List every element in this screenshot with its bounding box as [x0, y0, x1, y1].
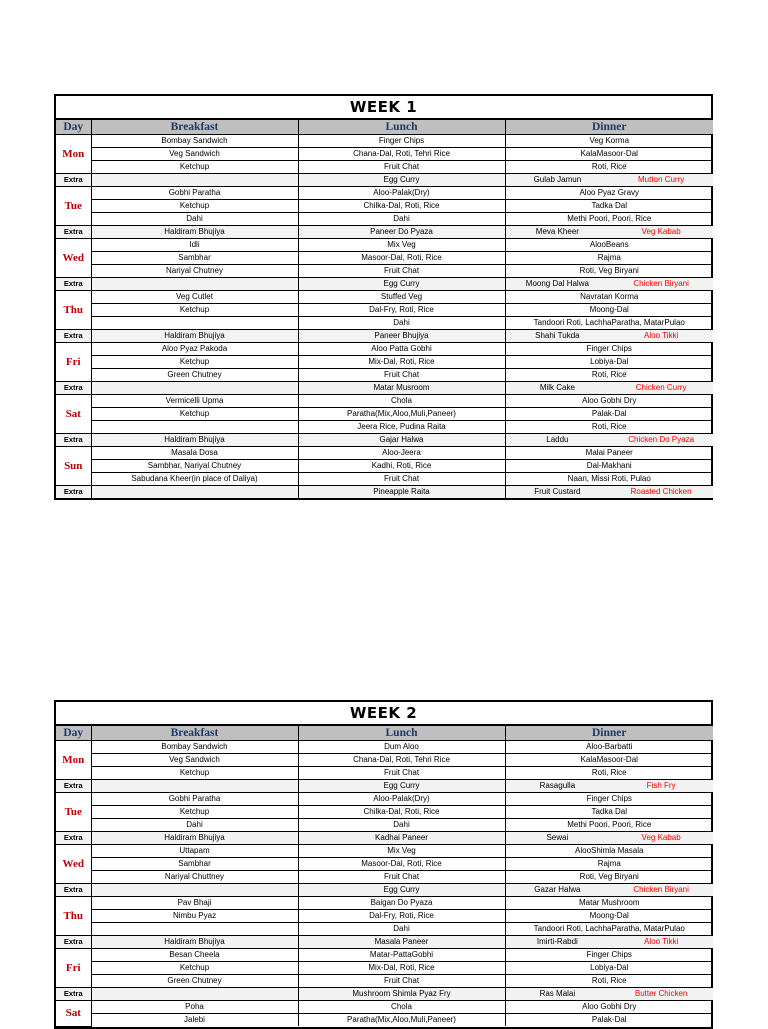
meal-row — [56, 845, 713, 858]
lunch-cell: Masoor-Dal, Roti, Rice — [298, 252, 505, 265]
extra-breakfast-cell — [91, 174, 298, 187]
extra-row — [56, 434, 713, 447]
header-day: Day — [56, 726, 91, 741]
extra-label: Extra — [56, 226, 91, 239]
dinner-cell: Roti, Veg Biryani — [505, 871, 713, 884]
dinner-cell: Roti, Veg Biryani — [505, 265, 713, 278]
extra-dinner-cell — [505, 434, 713, 447]
dinner-cell: Aloo Gobhi Dry — [505, 395, 713, 408]
non-veg-dish: Mutton Curry — [638, 175, 685, 184]
day-label: Mon — [56, 135, 91, 174]
breakfast-cell: Sambhar, Nariyal Chutney — [91, 460, 298, 473]
non-veg-dish: Roasted Chicken — [630, 487, 692, 496]
meal-row — [56, 447, 713, 460]
extra-dinner-cell — [505, 832, 713, 845]
dinner-cell: Roti, Rice — [505, 421, 713, 434]
lunch-cell: Baigan Do Pyaza — [298, 897, 505, 910]
meal-row — [56, 200, 713, 213]
breakfast-cell: Ketchup — [91, 806, 298, 819]
lunch-cell: Jeera Rice, Pudina Raita — [298, 421, 505, 434]
dinner-cell: Veg Korma — [505, 135, 713, 148]
day-label: Sat — [56, 395, 91, 434]
dinner-cell: Aloo-Barbatti — [505, 741, 713, 754]
non-veg-dish: Aloo Tikki — [644, 331, 679, 340]
dinner-cell: Lobiya-Dal — [505, 962, 713, 975]
meal-row — [56, 897, 713, 910]
week-1-menu-table — [54, 94, 713, 500]
extra-label: Extra — [56, 936, 91, 949]
non-veg-dish: Veg Kabab — [641, 833, 681, 842]
breakfast-cell: Dahi — [91, 819, 298, 832]
lunch-cell: Masoor-Dal, Roti, Rice — [298, 858, 505, 871]
lunch-cell: Aloo-Palak(Dry) — [298, 187, 505, 200]
meal-row — [56, 148, 713, 161]
extra-row — [56, 278, 713, 291]
extra-dinner-cell — [505, 988, 713, 1001]
menu-grid — [56, 725, 713, 1027]
lunch-cell: Mix-Dal, Roti, Rice — [298, 356, 505, 369]
day-label: Thu — [56, 897, 91, 936]
veg-dessert: Ras Malai — [539, 989, 576, 998]
dinner-cell: Aloo Pyaz Gravy — [505, 187, 713, 200]
non-veg-dish: Veg Kabab — [641, 227, 681, 236]
header-dinner: Dinner — [505, 726, 713, 741]
breakfast-cell: Nariyal Chuttney — [91, 871, 298, 884]
breakfast-cell: Ketchup — [91, 408, 298, 421]
breakfast-cell: Uttapam — [91, 845, 298, 858]
meal-row — [56, 754, 713, 767]
breakfast-cell: Veg Sandwich — [91, 754, 298, 767]
lunch-cell: Fruit Chat — [298, 767, 505, 780]
breakfast-cell — [91, 317, 298, 330]
meal-row — [56, 343, 713, 356]
breakfast-cell: Idli — [91, 239, 298, 252]
meal-row — [56, 741, 713, 754]
meal-row — [56, 871, 713, 884]
meal-row — [56, 460, 713, 473]
lunch-cell: Dal-Fry, Roti, Rice — [298, 910, 505, 923]
breakfast-cell: Veg Sandwich — [91, 148, 298, 161]
lunch-cell: Stuffed Veg — [298, 291, 505, 304]
meal-row — [56, 304, 713, 317]
dinner-cell: Moong-Dal — [505, 304, 713, 317]
breakfast-cell: Poha — [91, 1001, 298, 1014]
lunch-cell: Chola — [298, 395, 505, 408]
extra-breakfast-cell — [91, 382, 298, 395]
meal-row — [56, 975, 713, 988]
breakfast-cell: Ketchup — [91, 200, 298, 213]
veg-dessert: Imirti-Rabdi — [536, 937, 578, 946]
dinner-cell: AlooShimla Masala — [505, 845, 713, 858]
dinner-extras — [506, 330, 714, 342]
extra-breakfast-cell: Haldiram Bhujiya — [91, 330, 298, 343]
meal-row — [56, 369, 713, 382]
day-label: Fri — [56, 949, 91, 988]
dinner-cell: Roti, Rice — [505, 767, 713, 780]
dinner-cell: Palak-Dal — [505, 1014, 713, 1027]
breakfast-cell: Green Chutney — [91, 369, 298, 382]
extra-row — [56, 330, 713, 343]
dinner-extras — [506, 486, 714, 498]
meal-row — [56, 806, 713, 819]
day-label: Sun — [56, 447, 91, 486]
meal-row — [56, 767, 713, 780]
header-lunch: Lunch — [298, 120, 505, 135]
extra-dinner-cell — [505, 382, 713, 395]
dinner-cell: Naan, Missi Roti, Pulao — [505, 473, 713, 486]
day-label: Fri — [56, 343, 91, 382]
lunch-cell: Fruit Chat — [298, 265, 505, 278]
dinner-cell: Methi Poori, Poori, Rice — [505, 213, 713, 226]
header-dinner: Dinner — [505, 120, 713, 135]
extra-lunch-cell: Mushroom Shimla Pyaz Fry — [298, 988, 505, 1001]
week-2-menu-table — [54, 700, 713, 1029]
veg-dessert: Meva Kheer — [535, 227, 579, 236]
dinner-cell: AlooBeans — [505, 239, 713, 252]
extra-dinner-cell — [505, 486, 713, 499]
dinner-cell: Rajma — [505, 858, 713, 871]
lunch-cell: Finger Chips — [298, 135, 505, 148]
extra-dinner-cell — [505, 884, 713, 897]
extra-breakfast-cell — [91, 884, 298, 897]
extra-row — [56, 884, 713, 897]
extra-lunch-cell: Egg Curry — [298, 780, 505, 793]
breakfast-cell: Ketchup — [91, 962, 298, 975]
meal-row — [56, 356, 713, 369]
extra-breakfast-cell — [91, 486, 298, 499]
lunch-cell: Chilka-Dal, Roti, Rice — [298, 806, 505, 819]
dinner-cell: Tadka Dal — [505, 200, 713, 213]
lunch-cell: Aloo-Palak(Dry) — [298, 793, 505, 806]
extra-row — [56, 988, 713, 1001]
day-label: Sat — [56, 1001, 91, 1027]
lunch-cell: Dal-Fry, Roti, Rice — [298, 304, 505, 317]
breakfast-cell: Green Chutney — [91, 975, 298, 988]
extra-breakfast-cell: Haldiram Bhujiya — [91, 936, 298, 949]
header-breakfast: Breakfast — [91, 726, 298, 741]
lunch-cell: Matar-PattaGobhi — [298, 949, 505, 962]
menu-grid — [56, 119, 713, 498]
day-label: Tue — [56, 793, 91, 832]
extra-breakfast-cell — [91, 278, 298, 291]
veg-dessert: Shahi Tukda — [535, 331, 580, 340]
meal-row — [56, 161, 713, 174]
extra-dinner-cell — [505, 936, 713, 949]
meal-row — [56, 858, 713, 871]
lunch-cell: Dahi — [298, 819, 505, 832]
extra-lunch-cell: Paneer Bhujiya — [298, 330, 505, 343]
dinner-cell: Finger Chips — [505, 793, 713, 806]
lunch-cell: Paratha(Mix,Aloo,Muli,Paneer) — [298, 408, 505, 421]
extra-label: Extra — [56, 434, 91, 447]
extra-row — [56, 780, 713, 793]
lunch-cell: Paratha(Mix,Aloo,Muli,Paneer) — [298, 1014, 505, 1027]
lunch-cell: Kadhi, Roti, Rice — [298, 460, 505, 473]
extra-label: Extra — [56, 988, 91, 1001]
extra-lunch-cell: Matar Musroom — [298, 382, 505, 395]
dinner-cell: Roti, Rice — [505, 369, 713, 382]
extra-lunch-cell: Kadhai Paneer — [298, 832, 505, 845]
dinner-cell: Finger Chips — [505, 949, 713, 962]
extra-row — [56, 832, 713, 845]
meal-row — [56, 949, 713, 962]
breakfast-cell: Ketchup — [91, 767, 298, 780]
non-veg-dish: Butter Chicken — [634, 989, 688, 998]
dinner-cell: Tadka Dal — [505, 806, 713, 819]
dinner-extras — [506, 884, 714, 896]
meal-row — [56, 793, 713, 806]
breakfast-cell: Nariyal Chutney — [91, 265, 298, 278]
extra-dinner-cell — [505, 330, 713, 343]
extra-breakfast-cell — [91, 780, 298, 793]
meal-row — [56, 408, 713, 421]
lunch-cell: Mix Veg — [298, 239, 505, 252]
dinner-cell: KalaMasoor-Dal — [505, 754, 713, 767]
veg-dessert: Fruit Custard — [534, 487, 581, 496]
header-lunch: Lunch — [298, 726, 505, 741]
lunch-cell: Fruit Chat — [298, 473, 505, 486]
day-label: Wed — [56, 239, 91, 278]
extra-lunch-cell: Gajar Halwa — [298, 434, 505, 447]
non-veg-dish: Chicken Biryani — [633, 279, 689, 288]
meal-row — [56, 421, 713, 434]
extra-label: Extra — [56, 330, 91, 343]
dinner-extras — [506, 174, 714, 186]
breakfast-cell — [91, 923, 298, 936]
extra-dinner-cell — [505, 780, 713, 793]
dinner-cell: Dal-Makhani — [505, 460, 713, 473]
dinner-cell: Tandoori Roti, LachhaParatha, MatarPulao — [505, 923, 713, 936]
breakfast-cell: Dahi — [91, 213, 298, 226]
dinner-cell: Aloo Gobhi Dry — [505, 1001, 713, 1014]
veg-dessert: Gazar Halwa — [534, 885, 581, 894]
dinner-extras — [506, 832, 714, 844]
meal-row — [56, 317, 713, 330]
lunch-cell: Chana-Dal, Roti, Tehri Rice — [298, 148, 505, 161]
lunch-cell: Aloo Patta Gobhi — [298, 343, 505, 356]
dinner-extras — [506, 278, 714, 290]
breakfast-cell: Vermicelli Upma — [91, 395, 298, 408]
dinner-cell: Navratan Korma — [505, 291, 713, 304]
lunch-cell: Fruit Chat — [298, 975, 505, 988]
extra-row — [56, 486, 713, 499]
breakfast-cell: Aloo Pyaz Pakoda — [91, 343, 298, 356]
dinner-extras — [506, 382, 714, 394]
extra-breakfast-cell: Haldiram Bhujiya — [91, 434, 298, 447]
dinner-extras — [506, 988, 714, 1000]
meal-row — [56, 923, 713, 936]
dinner-cell: Finger Chips — [505, 343, 713, 356]
veg-dessert: Moong Dal Halwa — [525, 279, 589, 288]
extra-label: Extra — [56, 382, 91, 395]
breakfast-cell: Gobhi Paratha — [91, 187, 298, 200]
extra-row — [56, 174, 713, 187]
breakfast-cell: Pav Bhaji — [91, 897, 298, 910]
breakfast-cell: Ketchup — [91, 356, 298, 369]
meal-row — [56, 473, 713, 486]
lunch-cell: Dahi — [298, 317, 505, 330]
meal-row — [56, 1014, 713, 1027]
extra-row — [56, 382, 713, 395]
extra-dinner-cell — [505, 278, 713, 291]
non-veg-dish: Fish Fry — [646, 781, 676, 790]
dinner-extras — [506, 780, 714, 792]
dinner-cell: Lobiya-Dal — [505, 356, 713, 369]
breakfast-cell: Ketchup — [91, 161, 298, 174]
extra-breakfast-cell: Haldiram Bhujiya — [91, 226, 298, 239]
non-veg-dish: Chicken Biryani — [633, 885, 689, 894]
extra-row — [56, 936, 713, 949]
day-label: Thu — [56, 291, 91, 330]
veg-dessert: Sewai — [546, 833, 569, 842]
lunch-cell: Mix-Dal, Roti, Rice — [298, 962, 505, 975]
lunch-cell: Dahi — [298, 213, 505, 226]
meal-row — [56, 265, 713, 278]
breakfast-cell — [91, 421, 298, 434]
dinner-extras — [506, 434, 714, 446]
day-label: Tue — [56, 187, 91, 226]
veg-dessert: Rasagulla — [539, 781, 576, 790]
breakfast-cell: Jalebi — [91, 1014, 298, 1027]
lunch-cell: Fruit Chat — [298, 871, 505, 884]
meal-row — [56, 213, 713, 226]
extra-lunch-cell: Paneer Do Pyaza — [298, 226, 505, 239]
week-title: WEEK 1 — [56, 96, 711, 119]
extra-dinner-cell — [505, 174, 713, 187]
meal-row — [56, 291, 713, 304]
veg-dessert: Milk Cake — [539, 383, 575, 392]
lunch-cell: Fruit Chat — [298, 369, 505, 382]
header-day: Day — [56, 120, 91, 135]
day-label: Wed — [56, 845, 91, 884]
meal-row — [56, 962, 713, 975]
breakfast-cell: Sambhar — [91, 252, 298, 265]
dinner-cell: Roti, Rice — [505, 975, 713, 988]
extra-label: Extra — [56, 174, 91, 187]
breakfast-cell: Nimbu Pyaz — [91, 910, 298, 923]
dinner-extras — [506, 936, 714, 948]
lunch-cell: Mix Veg — [298, 845, 505, 858]
meal-row — [56, 1001, 713, 1014]
breakfast-cell: Ketchup — [91, 304, 298, 317]
lunch-cell: Dum Aloo — [298, 741, 505, 754]
breakfast-cell: Gobhi Paratha — [91, 793, 298, 806]
breakfast-cell: Bombay Sandwich — [91, 741, 298, 754]
dinner-cell: KalaMasoor-Dal — [505, 148, 713, 161]
dinner-cell: Tandoori Roti, LachhaParatha, MatarPulao — [505, 317, 713, 330]
meal-row — [56, 239, 713, 252]
breakfast-cell: Besan Cheela — [91, 949, 298, 962]
meal-row — [56, 252, 713, 265]
breakfast-cell: Bombay Sandwich — [91, 135, 298, 148]
meal-row — [56, 187, 713, 200]
lunch-cell: Dahi — [298, 923, 505, 936]
dinner-cell: Palak-Dal — [505, 408, 713, 421]
extra-label: Extra — [56, 486, 91, 499]
breakfast-cell: Veg Cutlet — [91, 291, 298, 304]
dinner-cell: Methi Poori, Poori, Rice — [505, 819, 713, 832]
extra-label: Extra — [56, 278, 91, 291]
extra-breakfast-cell: Haldiram Bhujiya — [91, 832, 298, 845]
extra-lunch-cell: Egg Curry — [298, 278, 505, 291]
extra-lunch-cell: Egg Curry — [298, 174, 505, 187]
meal-row — [56, 819, 713, 832]
extra-lunch-cell: Masala Paneer — [298, 936, 505, 949]
extra-label: Extra — [56, 780, 91, 793]
extra-lunch-cell: Pineapple Raita — [298, 486, 505, 499]
breakfast-cell: Masala Dosa — [91, 447, 298, 460]
dinner-extras — [506, 226, 714, 238]
veg-dessert: Laddu — [546, 435, 569, 444]
extra-label: Extra — [56, 832, 91, 845]
breakfast-cell: Sabudana Kheer(in place of Daliya) — [91, 473, 298, 486]
extra-row — [56, 226, 713, 239]
header-row — [56, 120, 713, 135]
header-row — [56, 726, 713, 741]
dinner-cell: Roti, Rice — [505, 161, 713, 174]
dinner-cell: Matar Mushroom — [505, 897, 713, 910]
veg-dessert: Gulab Jamun — [533, 175, 582, 184]
lunch-cell: Fruit Chat — [298, 161, 505, 174]
extra-lunch-cell: Egg Curry — [298, 884, 505, 897]
extra-breakfast-cell — [91, 988, 298, 1001]
extra-dinner-cell — [505, 226, 713, 239]
non-veg-dish: Chicken Curry — [635, 383, 687, 392]
lunch-cell: Chola — [298, 1001, 505, 1014]
lunch-cell: Chilka-Dal, Roti, Rice — [298, 200, 505, 213]
day-label: Mon — [56, 741, 91, 780]
dinner-cell: Moong-Dal — [505, 910, 713, 923]
week-title: WEEK 2 — [56, 702, 711, 725]
breakfast-cell: Sambhar — [91, 858, 298, 871]
extra-label: Extra — [56, 884, 91, 897]
meal-row — [56, 395, 713, 408]
dinner-cell: Malai Paneer — [505, 447, 713, 460]
lunch-cell: Aloo-Jeera — [298, 447, 505, 460]
lunch-cell: Chana-Dal, Roti, Tehri Rice — [298, 754, 505, 767]
header-breakfast: Breakfast — [91, 120, 298, 135]
dinner-cell: Rajma — [505, 252, 713, 265]
non-veg-dish: Aloo Tikki — [644, 937, 679, 946]
meal-row — [56, 910, 713, 923]
meal-row — [56, 135, 713, 148]
non-veg-dish: Chicken Do Pyaza — [628, 435, 695, 444]
